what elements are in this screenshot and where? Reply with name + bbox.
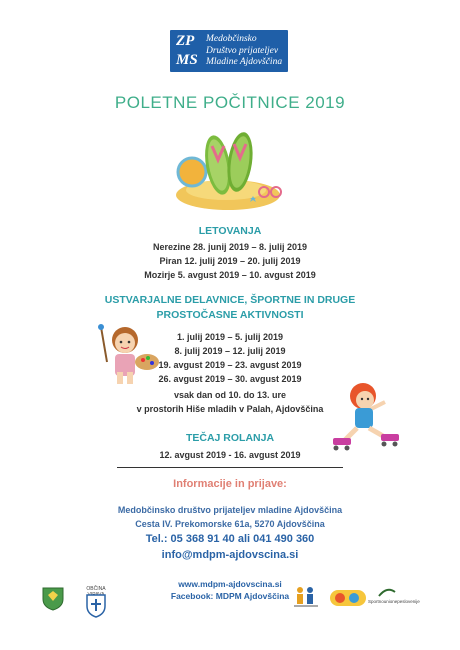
- letovanje-date: Mozirje 5. avgust 2019 – 10. avgust 2019: [144, 270, 316, 280]
- delavnica-date: 1. julij 2019 – 5. julij 2019: [176, 332, 284, 342]
- letovanja-heading: LETOVANJA: [198, 225, 262, 237]
- zpms-logo: [170, 30, 288, 72]
- roller-skater-illustration: [325, 378, 415, 458]
- website-link[interactable]: www.mdpm-ajdovscina.si: [178, 579, 282, 589]
- delavnica-date: 19. avgust 2019 – 23. avgust 2019: [158, 360, 302, 370]
- phone-numbers: Tel.: 05 368 91 40 ali 041 490 360: [145, 533, 315, 545]
- letovanje-date: Piran 12. julij 2019 – 20. julij 2019: [159, 256, 301, 266]
- facebook-link[interactable]: Facebook: MDPM Ajdovščina: [170, 591, 290, 601]
- sports-union-label: Sportnounionepeslovenije: [368, 599, 420, 604]
- sports-union-logo-icon: [378, 586, 396, 598]
- delavnice-heading: USTVARJALNE DELAVNICE, ŠPORTNE IN DRUGE PROSTOČASNE AKTIVNOSTI: [104, 294, 356, 321]
- logo-text: Medobčinsko Društvo prijateljev Mladine Ajdovščina: [206, 34, 283, 67]
- municipality-crest-icon: [40, 585, 66, 611]
- delavnica-date: 26. avgust 2019 – 30. avgust 2019: [158, 374, 302, 384]
- letovanje-date: Nerezine 28. junij 2019 – 8. julij 2019: [152, 242, 308, 252]
- divider: [117, 467, 343, 468]
- obcina-vipava-label: OBČINA: [86, 586, 106, 592]
- info-heading: Informacije in prijave:: [173, 478, 287, 490]
- rolanje-date: 12. avgust 2019 - 16. avgust 2019: [159, 450, 301, 460]
- page-title: POLETNE POČITNICE 2019: [114, 93, 346, 112]
- vipava-crest-icon: [86, 594, 106, 618]
- delavnice-time: vsak dan od 10. do 13. ure v prostorih Hiše mladih v Palah, Ajdovščina: [136, 390, 324, 414]
- youth-center-logo-icon: [330, 586, 366, 610]
- flip-flops-illustration: [168, 130, 298, 215]
- partner-logo-icon: [292, 584, 320, 610]
- logo-monogram: ZP MS: [176, 33, 198, 68]
- delavnica-date: 8. julij 2019 – 12. julij 2019: [174, 346, 286, 356]
- email-link[interactable]: info@mdpm-ajdovscina.si: [161, 549, 299, 561]
- delavnice-dates: [100, 330, 360, 386]
- letovanja-dates: [0, 240, 460, 282]
- organization-address: Medobčinsko društvo prijateljev mladine Ajdovščina Cesta IV. Prekomorske 61a, 5270 Ajdovščina: [117, 505, 343, 529]
- rolanje-heading: TEČAJ ROLANJA: [185, 432, 275, 444]
